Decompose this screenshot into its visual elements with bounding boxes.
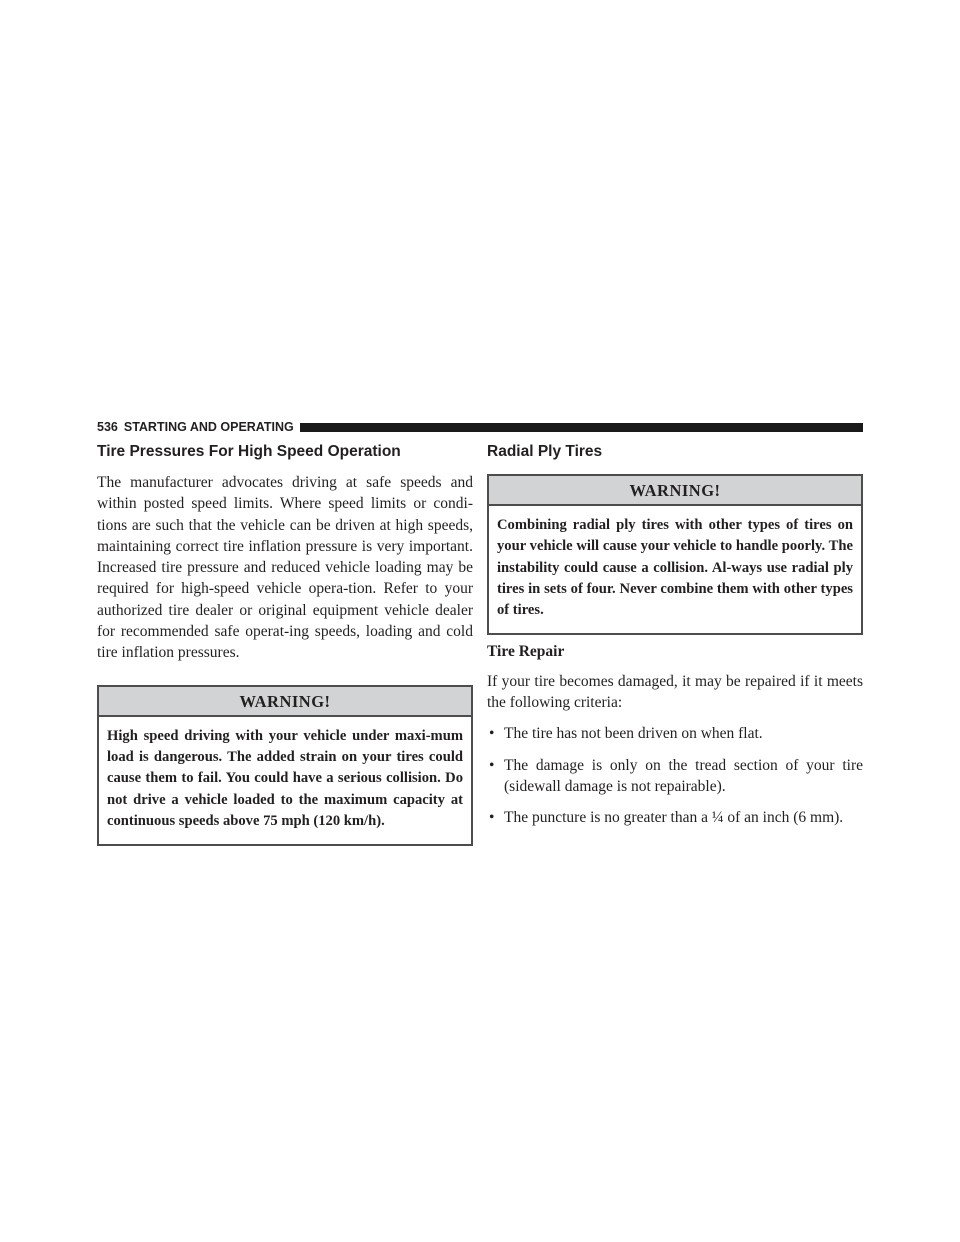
right-column	[487, 442, 863, 829]
tire-repair-subheading: Tire Repair	[487, 643, 565, 661]
repair-criteria-list	[487, 723, 863, 828]
warning-title: WARNING!	[99, 687, 471, 717]
bullet-icon: •	[489, 756, 495, 774]
high-speed-paragraph: The manufacturer advocates driving at safe speeds and within posted speed limits. Where speed limits or condi-tions are such that the vehicle can be driven at high speeds, maintaining correct tire inflation pressure is very important. Increased tire pressure and reduced vehicle loading may be required for high-speed vehicle opera-tion. Refer to your authorized tire dealer or original equipment vehicle dealer for recommended safe operat-ing speeds, loading and cold tire inflation pressures.	[97, 474, 473, 662]
left-column	[97, 442, 473, 846]
criteria-text: The puncture is no greater than a ¼ of an inch (6 mm).	[504, 809, 844, 827]
list-item	[487, 807, 863, 828]
bullet-icon: •	[489, 809, 495, 827]
warning-box-radial-ply	[487, 474, 863, 635]
list-item	[487, 755, 863, 798]
criteria-text: The tire has not been driven on when flat.	[504, 725, 763, 743]
list-item	[487, 723, 863, 744]
section-name: STARTING AND OPERATING	[123, 420, 294, 434]
header-rule	[300, 423, 863, 432]
warning-box-high-speed	[97, 685, 473, 846]
warning-text: High speed driving with your vehicle under maxi-mum load is dangerous. The added strain on your tires could cause them to fail. You could have a serious collision. Do not drive a vehicle loaded to the maximum capacity at continuous speeds above 75 mph (120 km/h).	[107, 727, 463, 829]
bullet-icon: •	[489, 725, 495, 743]
warning-title: WARNING!	[489, 476, 861, 506]
page-number: 536	[97, 420, 118, 434]
tire-repair-intro: If your tire becomes damaged, it may be repaired if it meets the following criteria:	[487, 672, 863, 712]
section-heading-high-speed: Tire Pressures For High Speed Operation	[97, 443, 401, 460]
page-header	[97, 419, 863, 435]
criteria-text: The damage is only on the tread section of your tire (sidewall damage is not repairable).	[504, 756, 863, 795]
section-heading-radial-ply: Radial Ply Tires	[487, 443, 603, 460]
warning-text: Combining radial ply tires with other types of tires on your vehicle will cause your vehicle to handle poorly. The instability could cause a collision. Al-ways use radial ply tires in sets of four. Never combine them with other types of tires.	[497, 517, 853, 619]
